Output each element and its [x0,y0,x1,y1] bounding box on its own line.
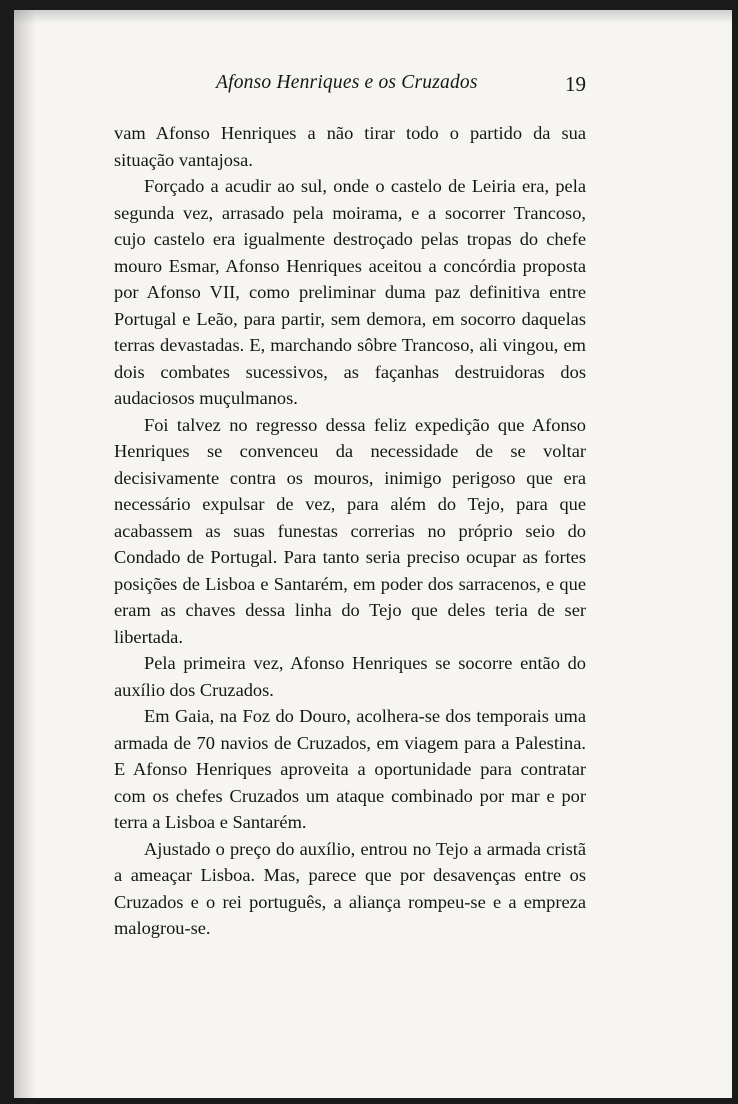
page-header [114,72,586,102]
paragraph-3: Foi talvez no regresso dessa feliz expedição que Afonso Henriques se convenceu da necessidade de se voltar decisivamente contra os mouros, inimigo perigoso que era necessário expulsar de vez, para além do Tejo, para que acabassem as suas funestas correrias no próprio seio do Condado de Portugal. Para tanto seria preciso ocupar as fortes posições de Lisboa e Santarém, em poder dos sarracenos, e que eram as chaves dessa linha do Tejo que deles teria de ser libertada. [114,414,586,647]
paragraph-2: Forçado a acudir ao sul, onde o castelo de Leiria era, pela segunda vez, arrasado pela moirama, e a socorrer Trancoso, cujo castelo era igualmente destroçado pelas tropas do chefe mouro Esmar, Afonso Henriques aceitou a concórdia proposta por Afonso VII, como preliminar duma paz definitiva entre Portugal e Leão, para partir, sem demora, em socorro daquelas terras devastadas. E, marchando sôbre Trancoso, ali vingou, em dois combates sucessivos, as façanhas destruidoras dos audaciosos muçulmanos. [114,176,586,408]
page-number: 19 [565,72,586,96]
paragraph-4: Pela primeira vez, Afonso Henriques se socorre então do auxílio dos Cruzados. [114,653,586,700]
paragraph-5: Em Gaia, na Foz do Douro, acolhera-se dos temporais uma armada de 70 navios de Cruzados, em viagem para a Palestina. E Afonso Henriques aproveita a oportunidade para contratar com os chefes Cruzados um ataque combinado por mar e por terra a Lisboa e Santarém. [114,706,586,832]
paragraph-1: vam Afonso Henriques a não tirar todo o partido da sua situação vantajosa. [114,123,586,170]
body-text [114,120,586,942]
running-title: Afonso Henriques e os Cruzados [216,72,478,93]
paragraph-6: Ajustado o preço do auxílio, entrou no Tejo a armada cristã a ameaçar Lisboa. Mas, parece que por desavenças entre os Cruzados e o rei português, a aliança rompeu-se e a empreza malogrou-se. [114,838,586,938]
